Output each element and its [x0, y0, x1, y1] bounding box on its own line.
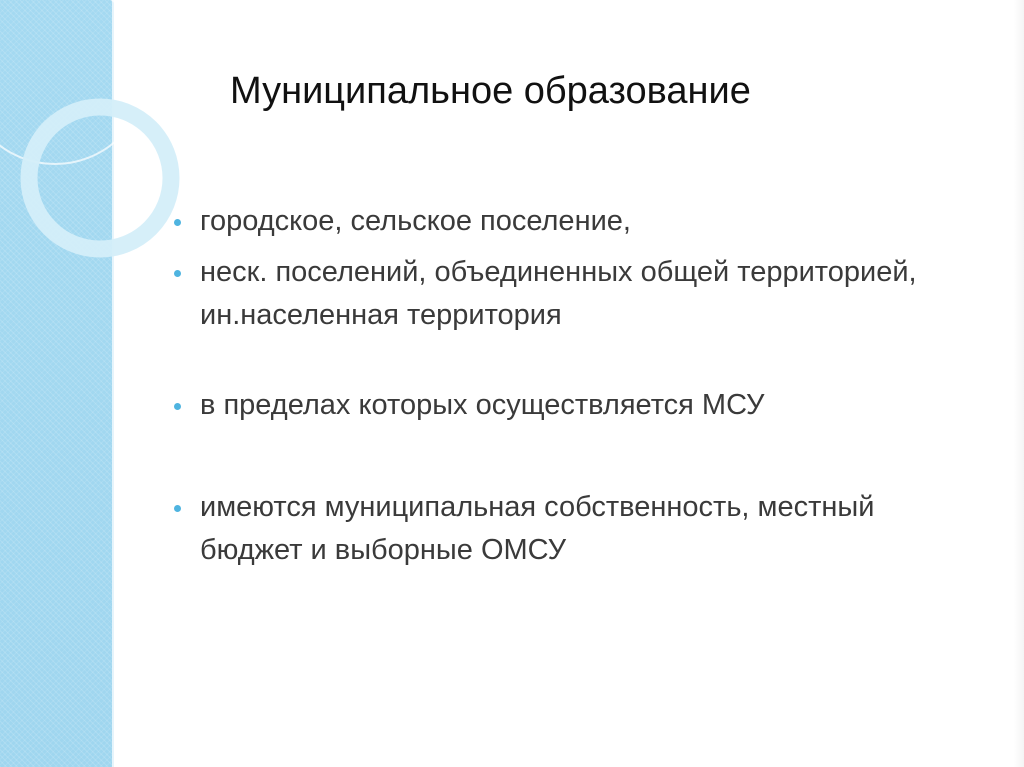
ring-decoration-icon [0, 0, 180, 260]
slide-title: Муниципальное образование [230, 70, 751, 112]
bullet-text: в пределах которых осуществляется МСУ [200, 389, 765, 421]
bullet-text: городское, сельское поселение, [200, 205, 631, 237]
bullet-item [162, 251, 982, 337]
bullet-text: неск. поселений, объединенных общей территорией, ин.населенная территория [200, 256, 917, 331]
bullet-dot-icon [174, 270, 181, 277]
bullet-item [162, 200, 982, 243]
page-edge [1014, 0, 1024, 767]
bullet-dot-icon [174, 505, 181, 512]
bullet-item [162, 486, 982, 572]
bullet-text: имеются муниципальная собственность, местный бюджет и выборные ОМСУ [200, 491, 875, 566]
bullet-list [162, 200, 982, 572]
bullet-dot-icon [174, 403, 181, 410]
bullet-dot-icon [174, 219, 181, 226]
bullet-item [162, 384, 982, 427]
